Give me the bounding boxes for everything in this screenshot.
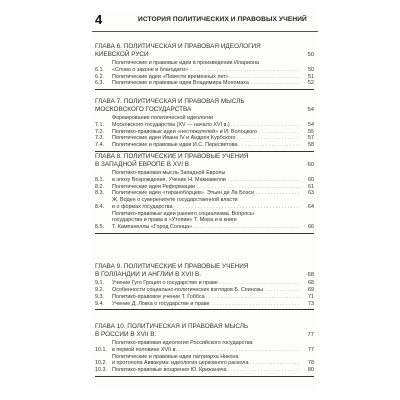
toc-entry: [95, 135, 314, 142]
chapter-title-line: В ЗАПАДНОЙ ЕВРОПЕ В XVI В.: [95, 161, 191, 169]
toc-entry: [95, 294, 314, 301]
toc-entry: [95, 60, 314, 73]
page-number: 4: [95, 12, 103, 27]
entry-title-line: Политико-правовые идеи раннего социализма. Вопросы: [112, 210, 254, 217]
entry-page-number: 71: [308, 293, 314, 300]
entry-page-number: 64: [308, 203, 314, 210]
entry-title-line: Т. Кампанеллы «Город Солнца» . . .: [112, 224, 300, 231]
toc-entry: [95, 354, 314, 367]
entry-page-number: 52: [308, 80, 314, 87]
chapter-title-line: В РОССИИ В XVII В.: [95, 331, 157, 339]
entry-title-line: Политико-правовые идеи «нестяжателей» и И. Волоцкого . . .: [112, 129, 300, 136]
entry-page-number: 69: [308, 287, 314, 293]
toc-entry: [95, 367, 314, 374]
toc-entry: [95, 74, 314, 81]
entry-title-line: Политические идеи «Повести временных лет» . . .: [112, 74, 300, 81]
entry-code: 6.1.: [95, 66, 104, 73]
toc-entry: [95, 115, 314, 128]
entry-title-line: в эпоху Возрождения. Учение Н. Макиавелли . . .: [112, 177, 300, 184]
chapter-section: [95, 153, 314, 234]
entry-title-line: Политико-правовая идеология Российского государства: [112, 340, 253, 347]
toc-entry: [95, 287, 314, 294]
entry-page-number: 55: [308, 128, 314, 135]
chapter-title: [95, 153, 314, 170]
chapter-title-line: ГЛАВА 6. ПОЛИТИЧЕСКАЯ И ПРАВОВАЯ ИДЕОЛОГИЯ: [95, 43, 261, 50]
book-page: [92, 13, 318, 387]
entry-title-line: государства и права в «Утопии» Т. Мора и в книге: [112, 217, 237, 224]
chapter-title-line: ГЛАВА 9. ПОЛИТИЧЕСКИЕ И ПРАВОВЫЕ УЧЕНИЯ: [95, 263, 249, 270]
entry-code: 10.3.: [95, 367, 107, 374]
entry-code: 9.3.: [95, 293, 104, 300]
entry-page-number: 60: [308, 176, 314, 183]
chapter-page-number: 77: [307, 332, 314, 339]
running-title: ИСТОРИЯ ПОЛИТИЧЕСКИХ И ПРАВОВЫХ УЧЕНИЙ: [138, 16, 307, 23]
entry-title-line: Политические идеи Реформации . . .: [112, 184, 300, 191]
entry-page-number: 51: [308, 73, 314, 80]
toc-entry: [95, 129, 314, 136]
entry-code: 7.2.: [95, 128, 104, 135]
chapter-section: [95, 323, 314, 377]
toc-entry: [95, 197, 314, 210]
entry-code: 8.4.: [95, 203, 104, 210]
entry-code: 6.2.: [95, 73, 104, 80]
toc-entry: [95, 211, 314, 231]
entry-code: 9.2.: [95, 287, 104, 293]
entry-title-line: Политические и правовые идеи в произведении Илариона: [112, 60, 259, 67]
entry-page-number: 54: [308, 121, 314, 128]
entry-code: 9.4.: [95, 300, 104, 307]
entry-code: 8.2.: [95, 183, 104, 190]
toc-entry: [95, 80, 314, 87]
entry-code: 10.2.: [95, 360, 107, 367]
toc-entry: [95, 340, 314, 353]
chapter-title-line: КИЕВСКОЙ РУСИ: [95, 51, 149, 59]
entry-title-line: Особенности социально-политических взглядов Б. Спинозы . . .: [112, 287, 300, 294]
entry-title-line: Политические и правовые идеи Владимира Мономаха . . .: [112, 80, 300, 87]
entry-title-line: Политические идеи Ивана IV и Андрея Курбского . . .: [112, 135, 300, 142]
entry-title-line: Политические и правовые идеи патриарха Никона: [112, 353, 239, 360]
chapter-section: [95, 43, 314, 90]
entry-title-line: Формирование политической идеологии: [112, 115, 214, 122]
chapter-page-number: 60: [307, 162, 314, 169]
toc-entry: [95, 301, 314, 308]
toc-entry: [95, 280, 314, 287]
entry-title-line: и о формах государства . . .: [112, 204, 300, 211]
chapter-section: [95, 263, 314, 310]
entry-code: 8.3.: [95, 190, 104, 197]
entry-title-line: Политические и правовые идеи И.С. Пересветова . . .: [112, 142, 300, 149]
entry-title-line: Политико-правовая мысль Западной Европы: [112, 170, 226, 177]
entry-code: 6.3.: [95, 80, 104, 87]
entry-page-number: 66: [308, 224, 314, 231]
chapter-title: [95, 43, 314, 60]
entry-page-number: 50: [308, 66, 314, 73]
entry-title-line: Политические идеи «тираноборцев». Этьен де Ла Боэси . . .: [112, 190, 300, 197]
entry-title-line: Политико-правовое учение Т. Гоббса . . .: [112, 294, 300, 301]
entry-code: 8.5.: [95, 224, 104, 231]
chapter-title-line: ГЛАВА 10. ПОЛИТИЧЕСКАЯ И ПРАВОВАЯ МЫСЛЬ: [95, 323, 249, 330]
entry-page-number: 61: [308, 183, 314, 190]
entry-title-line: Учение Д. Локка о государстве и праве . . .: [112, 301, 300, 308]
page-header: [92, 13, 318, 32]
entry-code: 7.4.: [95, 142, 104, 149]
entry-code: 10.1.: [95, 346, 107, 353]
toc-entry: [95, 142, 314, 149]
chapter-title-line: ГЛАВА 8. ПОЛИТИЧЕСКИЕ И ПРАВОВЫЕ УЧЕНИЯ: [95, 153, 249, 160]
entry-page-number: 73: [308, 300, 314, 307]
entry-code: 7.1.: [95, 121, 104, 128]
chapter-title-line: В ГОЛЛАНДИИ И АНГЛИИ В XVII В.: [95, 271, 202, 279]
chapter-page-number: 50: [307, 52, 314, 59]
toc-entry: [95, 170, 314, 183]
entry-code: 8.1.: [95, 176, 104, 183]
entry-title-line: и протопопа Аввакума: идеология церковного раскола . . .: [112, 360, 300, 367]
chapter-title-line: ГЛАВА 7. ПОЛИТИЧЕСКАЯ И ПРАВОВАЯ МЫСЛЬ: [95, 98, 245, 105]
chapter-section: [95, 98, 314, 152]
chapter-title: [95, 98, 314, 115]
entry-page-number: 57: [308, 135, 314, 142]
chapter-title: [95, 263, 314, 280]
toc-entry: [95, 190, 314, 197]
entry-title-line: Московского государства (XV — начало XVI в.) . . .: [112, 122, 300, 129]
toc-entry: [95, 184, 314, 191]
entry-page-number: 58: [308, 142, 314, 149]
entry-code: 7.3.: [95, 135, 104, 142]
entry-title-line: в первой половине XVII в. . . .: [112, 347, 300, 354]
entry-page-number: 77: [308, 346, 314, 353]
chapter-page-number: 54: [307, 107, 314, 114]
entry-title-line: Учение Гуго Гроция о государстве и праве . . .: [112, 280, 300, 287]
entry-title-line: Политико-правовые воззрения Ю. Крижанича . . .: [112, 367, 300, 374]
chapter-page-number: 68: [307, 272, 314, 279]
chapter-title-line: МОСКОВСКОГО ГОСУДАРСТВА: [95, 106, 192, 114]
entry-code: 9.1.: [95, 280, 104, 287]
entry-page-number: 78: [308, 360, 314, 367]
entry-page-number: 63: [308, 190, 314, 197]
entry-title-line: Ж. Воден о суверенитете государственной власти: [112, 197, 238, 204]
entry-page-number: 68: [308, 280, 314, 287]
entry-title-line: «Слово о законе и благодати» . . .: [112, 67, 300, 74]
chapter-title: [95, 323, 314, 340]
entry-page-number: 80: [308, 367, 314, 374]
